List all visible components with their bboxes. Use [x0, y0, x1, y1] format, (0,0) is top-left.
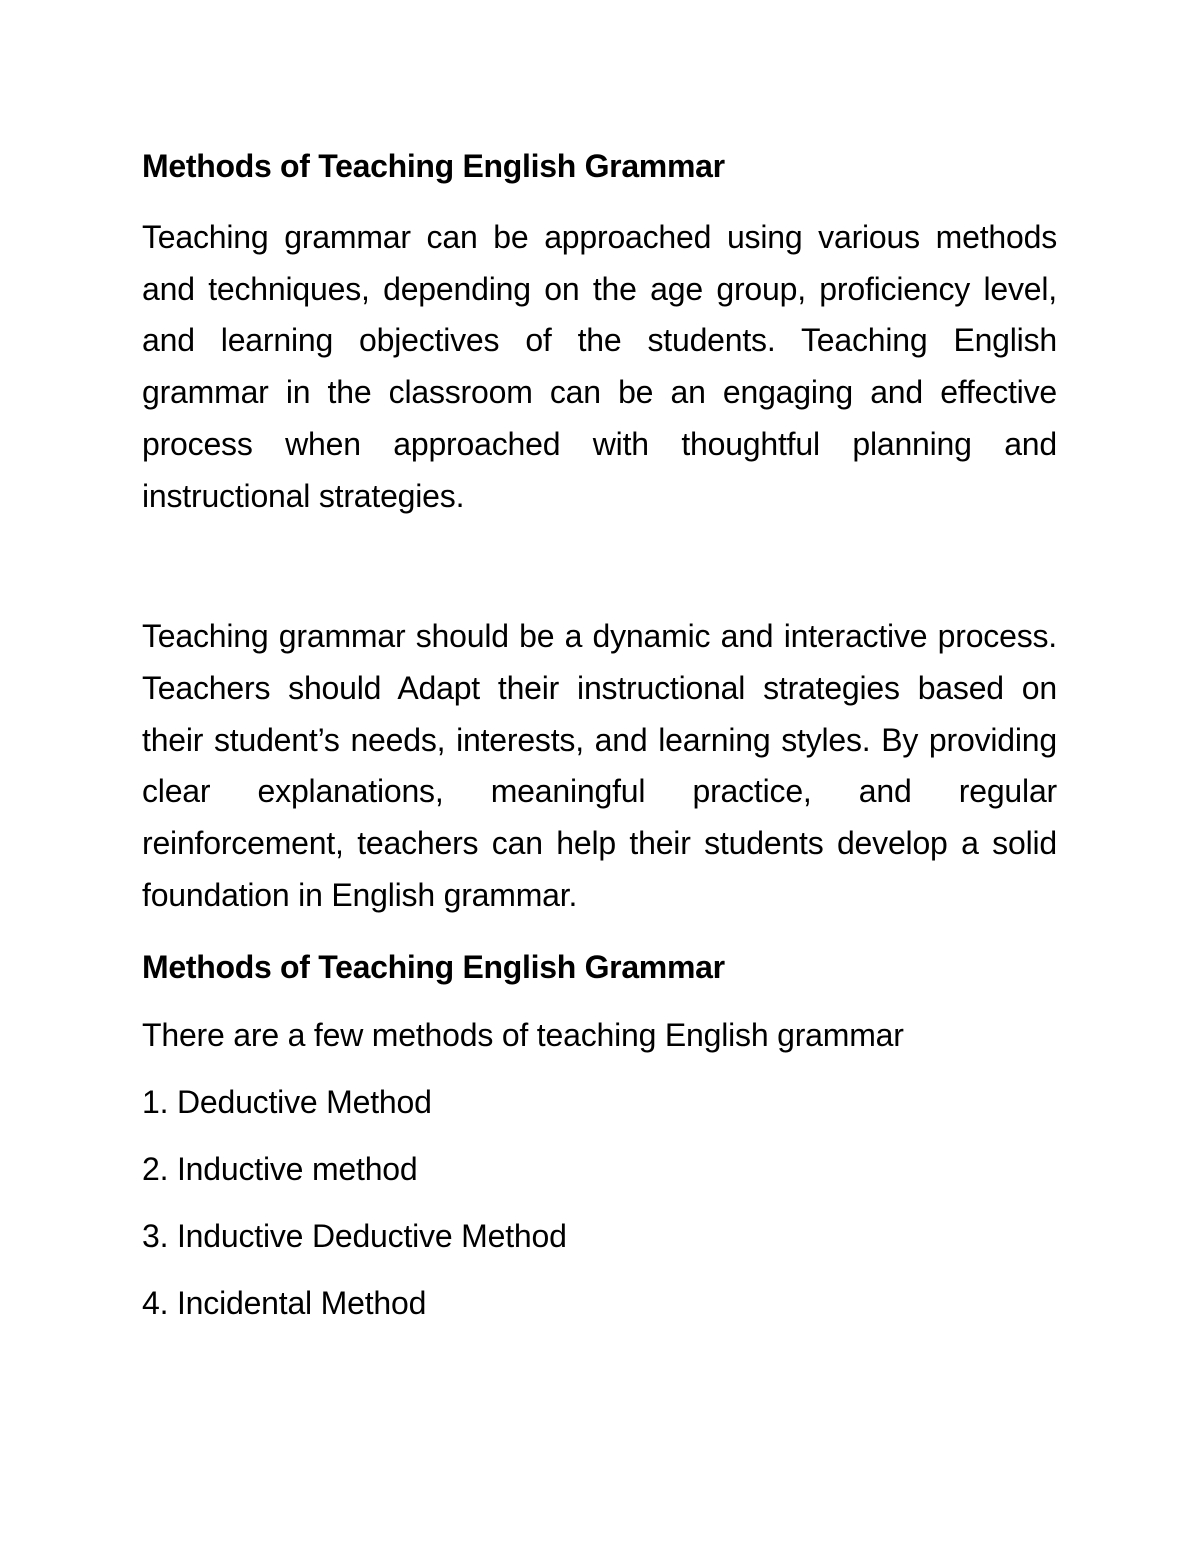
intro-paragraph: Teaching grammar can be approached using various methods and techniques, depending on the age group, proficiency level, and learning objectives of the students. Teaching English grammar in the classroom can be an engaging and effective process when approached with thoughtful planning and instructional strategies. — [142, 219, 1057, 514]
list-item: 2. Inductive method — [142, 1151, 418, 1188]
document-heading: Methods of Teaching English Grammar — [142, 148, 725, 184]
summary-paragraph: Teaching grammar should be a dynamic and interactive process. Teachers should Adapt their instructional strategies based on their student’s needs, interests, and learning styles. By providing clear explanations, meaningful practice, and regular reinforcement, teachers can help their students develop a solid foundation in English grammar. — [142, 618, 1057, 913]
list-item: 4. Incidental Method — [142, 1285, 427, 1322]
list-item: 1. Deductive Method — [142, 1084, 432, 1121]
methods-intro-line: There are a few methods of teaching English grammar — [142, 1017, 904, 1054]
methods-heading: Methods of Teaching English Grammar — [142, 949, 725, 986]
list-item: 3. Inductive Deductive Method — [142, 1218, 567, 1255]
document-page — [142, 144, 1057, 1325]
methods-list — [142, 1080, 1057, 1325]
